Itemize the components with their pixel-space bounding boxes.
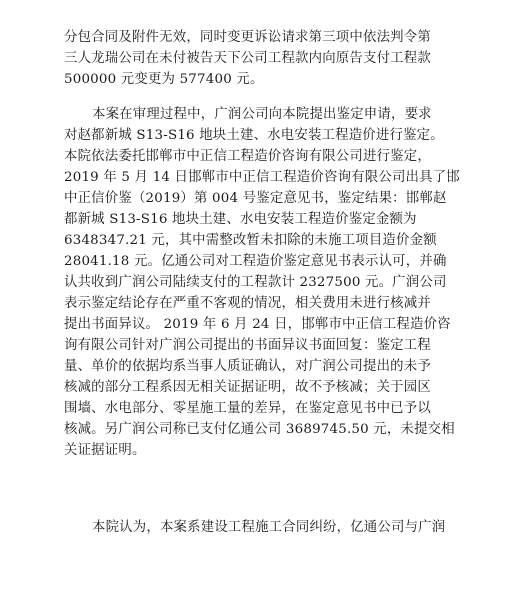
paragraph-1 bbox=[64, 27, 464, 90]
text-line: 本案在审理过程中，广润公司向本院提出鉴定申请，要求 bbox=[92, 107, 432, 122]
text-line: 表示鉴定结论存在严重不客观的情况，相关费用未进行核减并 bbox=[64, 296, 431, 311]
text-line: 6348347.21 元，其中需整改暂未扣除的未施工项目造价金额 bbox=[64, 233, 437, 248]
text-line: 分包合同及附件无效，同时变更诉讼请求第三项中依法判令第 bbox=[64, 30, 431, 45]
text-line: 三人龙瑞公司在未付被告天下公司工程款内向原告支付工程款 bbox=[64, 51, 431, 66]
text-line: 500000 元变更为 577400 元。 bbox=[64, 72, 264, 87]
text-line: 对赵都新城 S13-S16 地块土建、水电安装工程造价进行鉴定。 bbox=[64, 128, 444, 143]
text-line: 围墙、水电部分、零星施工量的差异，在鉴定意见书中已予以 bbox=[64, 401, 431, 416]
text-line: 中正信价鉴（2019）第 004 号鉴定意见书，鉴定结果：邯郸赵 bbox=[64, 191, 447, 206]
text-line: 都新城 S13-S16 地块土建、水电安装工程造价鉴定金额为 bbox=[64, 212, 417, 227]
text-line: 28041.18 元。亿通公司对工程造价鉴定意见书表示认可，并确 bbox=[64, 254, 447, 269]
text-line: 提出书面异议。 2019 年 6 月 24 日，邯郸市中正信工程造价咨 bbox=[64, 317, 451, 332]
text-line bbox=[64, 482, 464, 503]
text-line: 量、单价的依据均系当事人质证确认，对广润公司提出的未予 bbox=[64, 359, 431, 374]
text-line bbox=[64, 461, 464, 482]
paragraph-2 bbox=[64, 104, 464, 503]
paragraph-3 bbox=[64, 517, 464, 538]
text-line: 核减的部分工程系因无相关证据证明，故不予核减；关于园区 bbox=[64, 380, 431, 395]
text-line: 2019 年 5 月 14 日邯郸市中正信工程造价咨询有限公司出具了邯 bbox=[64, 170, 460, 185]
document-body bbox=[64, 27, 464, 538]
text-line: 认共收到广润公司陆续支付的工程款计 2327500 元。广润公司 bbox=[64, 275, 447, 290]
text-line: 询有限公司针对广润公司提出的书面异议书面回复：鉴定工程 bbox=[64, 338, 431, 353]
text-line: 本院依法委托邯郸市中正信工程造价咨询有限公司进行鉴定， bbox=[64, 149, 431, 164]
text-line: 核减。另广润公司称已支付亿通公司 3689745.50 元，未提交相 bbox=[64, 422, 455, 437]
text-line: 关证据证明。 bbox=[64, 443, 146, 458]
text-line: 本院认为，本案系建设工程施工合同纠纷，亿通公司与广润 bbox=[92, 520, 446, 535]
